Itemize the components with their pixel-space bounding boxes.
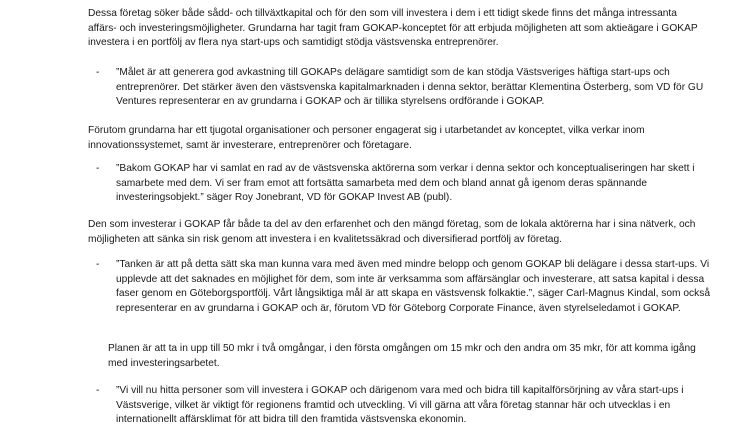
bullet-dash: - <box>96 259 100 270</box>
bullet-dash: - <box>96 67 100 78</box>
quote-1: ”Målet är att generera god avkastning till GOKAPs delägare samtidigt som de kan stödja Västsveriges häftiga start-ups och entreprenörer. Det stärker även den västsvenska kapitalmarknaden i denna sektor, berättar Klementina Österberg, som VD för GU Ventures representerar en av grundarna i GOKAP och är tillika styrelsens ordförande i GOKAP. <box>116 67 704 107</box>
quote-3: ”Tanken är att på detta sätt ska man kunna vara med även med mindre belopp och genom GOKAP bli delägare i dessa start-ups. Vi upplevde att det saknades en möjlighet för dem, som inte är verksamma som affärsänglar och investerare, att satsa kapital i dessa faser genom en Göteborgsportfölj. Vårt långsiktiga mål är att skapa en västsvensk folkaktie.”, säger Carl-Magnus Kindal, som också representerar en av grundarna i GOKAP och är, förutom VD för Göteborg Corporate Finance, även styrelseledamot i GOKAP. <box>116 259 710 314</box>
bullet-dash: - <box>96 385 100 396</box>
paragraph-3: Den som investerar i GOKAP får både ta del av den erfarenhet och den mängd företag, som de lokala aktörerna har i sina nätverk, och möjligheten att sänka sin risk genom att investera i en kvalitetssäkrad och diversifierad portfölj av företag. <box>88 219 696 245</box>
quote-4: ”Vi vill nu hitta personer som vill investera i GOKAP och därigenom vara med och bidra till kapitalförsörjning av våra start-ups i Västsverige, vilket är viktigt för regionens framtid och utveckling. Vi vill gärna att våra företag stannar här och utvecklas i en internationellt affärsklimat för att bidra till den framtida västsvenska ekonomin. <box>116 385 684 425</box>
paragraph-2: Förutom grundarna har ett tjugotal organisationer och personer engagerat sig i utarbetandet av konceptet, vilka verkar inom innovationssystemet, samt är investerare, entreprenörer och företagare. <box>88 125 645 151</box>
paragraph-4: Planen är att ta in upp till 50 mkr i två omgångar, i den första omgången om 15 mkr och den andra om 35 mkr, för att komma igång med investeringsarbetet. <box>108 343 696 369</box>
paragraph-1: Dessa företag söker både sådd- och tillväxtkapital och för den som vill investera i dem i ett tidigt skede finns det många intressanta affärs- och investeringsmöjligheter. Grundarna har tagit fram GOKAP-konceptet för att erbjuda möjligheten att som aktieägare i GOKAP investera i en portfölj av flera nya start-ups och samtidigt stödja västsvenska entreprenörer. <box>88 8 698 48</box>
quote-2: ”Bakom GOKAP har vi samlat en rad av de västsvenska aktörerna som verkar i denna sektor och konceptualiseringen har skett i samarbete med dem. Vi ser fram emot att fortsätta samarbeta med dem och bland annat gå igenom deras spännande investeringsobjekt.” säger Roy Jonebrant, VD för GOKAP Invest AB (publ). <box>116 163 695 203</box>
bullet-dash: - <box>96 163 100 174</box>
